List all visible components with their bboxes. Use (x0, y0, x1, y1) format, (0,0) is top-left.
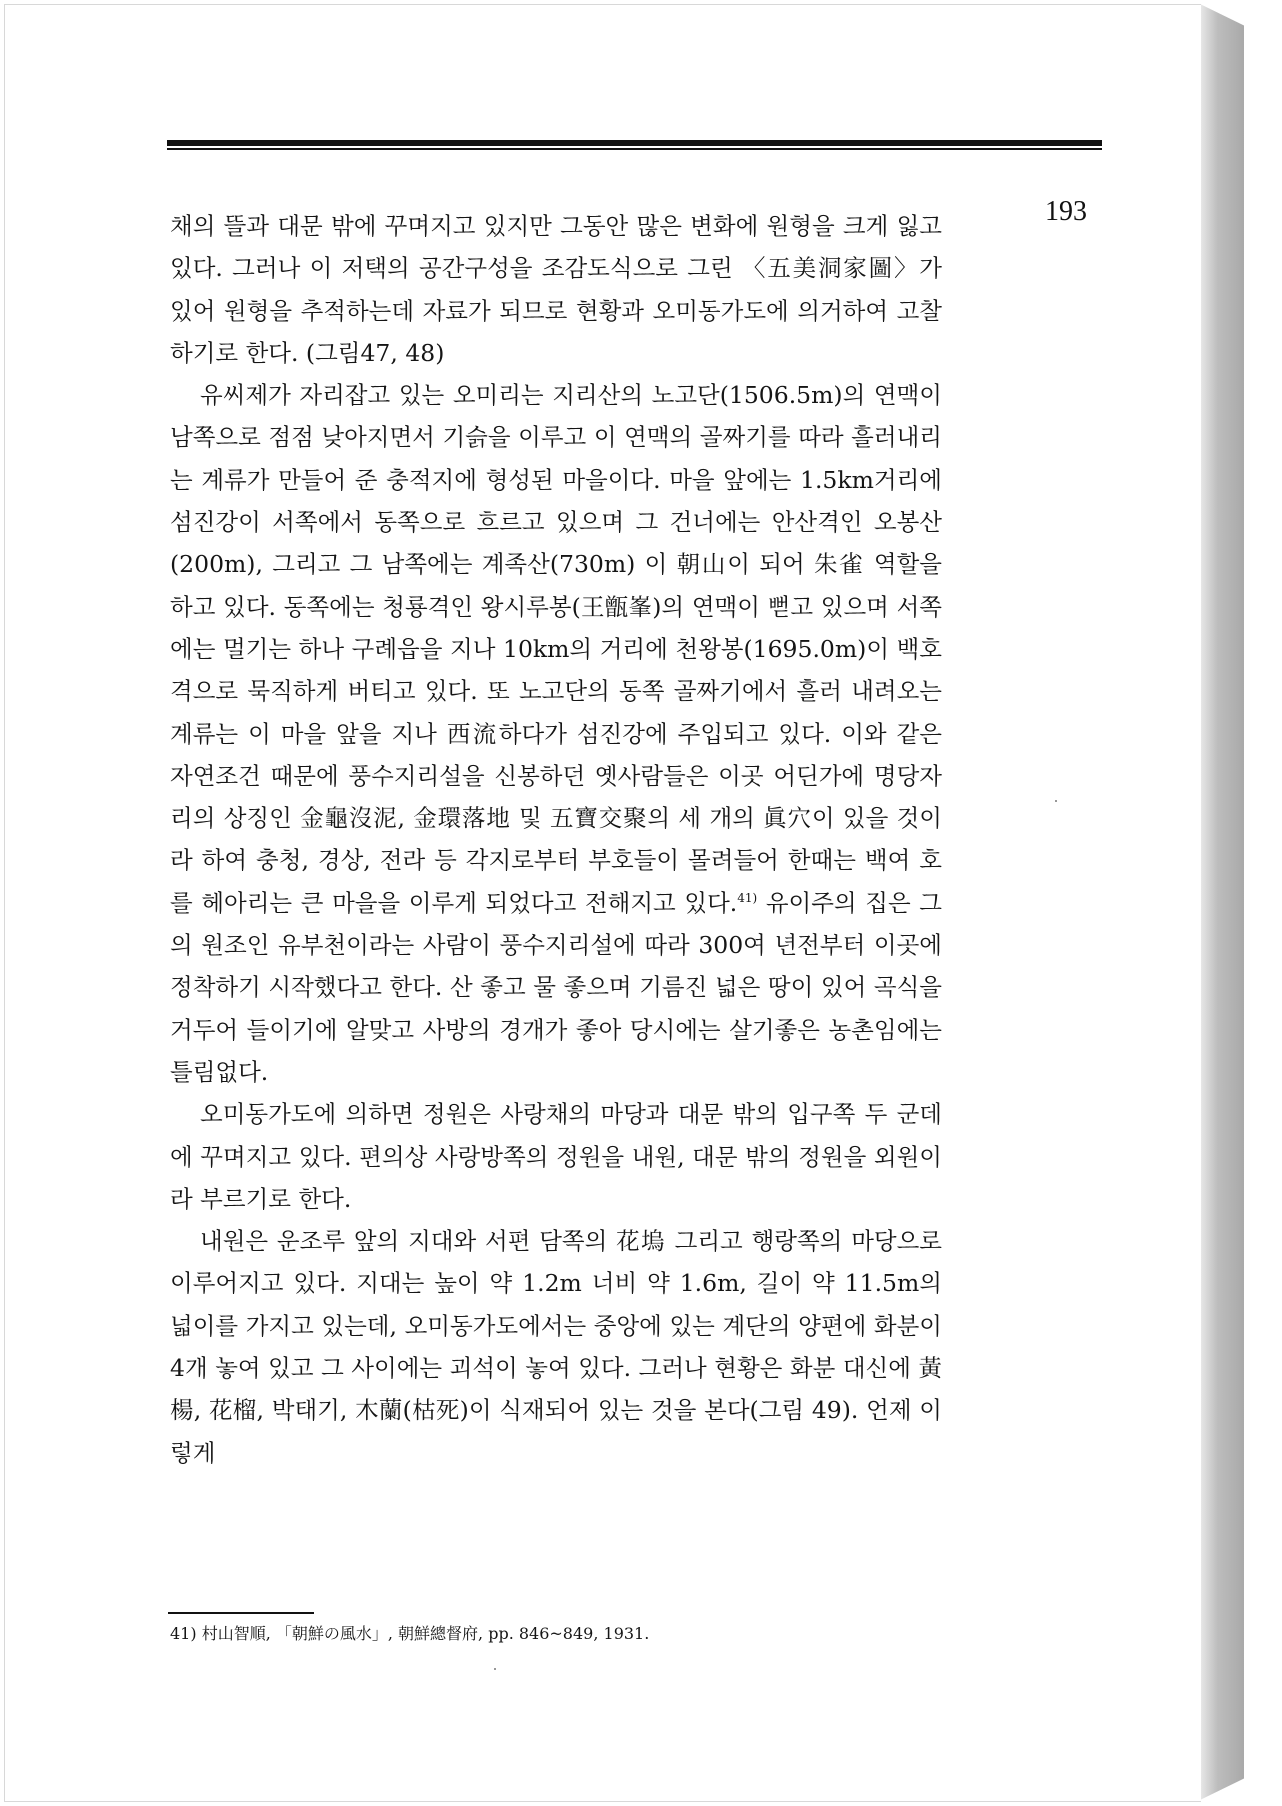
header-rule-thick (167, 140, 1102, 146)
scan-speck (1055, 800, 1057, 802)
paragraph-4: 내원은 운조루 앞의 지대와 서편 담쪽의 花塢 그리고 행랑쪽의 마당으로 이루어지고 있다. 지대는 높이 약 1.2m 너비 약 1.6m, 길이 약 11.5m의 넓이를 가지고 있는데, 오미동가도에서는 중앙에 있는 계단의 양편에 화분이 4개 놓여 있고 그 사이에는 괴석이 놓여 있다. 그러나 현황은 화분 대신에 黃楊, 花榴, 박태기, 木蘭(枯死)이 식재되어 있는 것을 본다(그림 49). 언제 이렇게 (170, 1227, 942, 1467)
footnote-rule (168, 1612, 314, 1614)
footnote: 41) 村山智順, 「朝鮮の風水」, 朝鮮總督府, pp. 846~849, 1931. (170, 1624, 650, 1643)
footnote-marker: 41) (737, 890, 758, 905)
header-rule-thin (167, 148, 1102, 150)
page-number: 193 (1045, 196, 1087, 227)
body-text (170, 205, 942, 1474)
page-edge-shadow (1200, 4, 1244, 1800)
paragraph-2 (170, 374, 942, 1093)
paragraph-3: 오미동가도에 의하면 정원은 사랑채의 마당과 대문 밖의 입구쪽 두 군데에 꾸며지고 있다. 편의상 사랑방쪽의 정원을 내원, 대문 밖의 정원을 외원이라 부르기로 한다. (170, 1100, 942, 1213)
paragraph-2-text: 유씨제가 자리잡고 있는 오미리는 지리산의 노고단(1506.5m)의 연맥이 남쪽으로 점점 낮아지면서 기슭을 이루고 이 연맥의 골짜기를 따라 흘러내리는 계류가 만들어 준 충적지에 형성된 마을이다. 마을 앞에는 1.5km거리에 섬진강이 서쪽에서 동쪽으로 흐르고 있으며 그 건너에는 안산격인 오봉산(200m), 그리고 그 남쪽에는 계족산(730m) 이 朝山이 되어 朱雀 역할을 하고 있다. 동쪽에는 청룡격인 왕시루봉(王甑峯)의 연맥이 뻗고 있으며 서쪽에는 멀기는 하나 구례읍을 지나 10km의 거리에 천왕봉(1695.0m)이 백호 격으로 묵직하게 버티고 있다. 또 노고단의 동쪽 골짜기에서 흘러 내려오는 계류는 이 마을 앞을 지나 西流하다가 섬진강에 주입되고 있다. 이와 같은 자연조건 때문에 풍수지리설을 신봉하던 옛사람들은 이곳 어딘가에 명당자리의 상징인 金龜沒泥, 金環落地 및 五寶交聚의 세 개의 眞穴이 있을 것이라 하여 충청, 경상, 전라 등 각지로부터 부호들이 몰려들어 한때는 백여 호를 헤아리는 큰 마을을 이루게 되었다고 전해지고 있다. (170, 381, 942, 917)
scan-speck (494, 1668, 496, 1670)
paragraph-2b-text: 유이주의 집은 그의 원조인 유부천이라는 사람이 풍수지리설에 따라 300여 년전부터 이곳에 정착하기 시작했다고 한다. 산 좋고 물 좋으며 기름진 넓은 땅이 있어 곡식을 거두어 들이기에 알맞고 사방의 경개가 좋아 당시에는 살기좋은 농촌임에는 틀림없다. (170, 888, 942, 1086)
paragraph-1: 채의 뜰과 대문 밖에 꾸며지고 있지만 그동안 많은 변화에 원형을 크게 잃고 있다. 그러나 이 저택의 공간구성을 조감도식으로 그린 〈五美洞家圖〉가 있어 원형을 추적하는데 자료가 되므로 현황과 오미동가도에 의거하여 고찰하기로 한다. (그림47, 48) (170, 212, 942, 367)
